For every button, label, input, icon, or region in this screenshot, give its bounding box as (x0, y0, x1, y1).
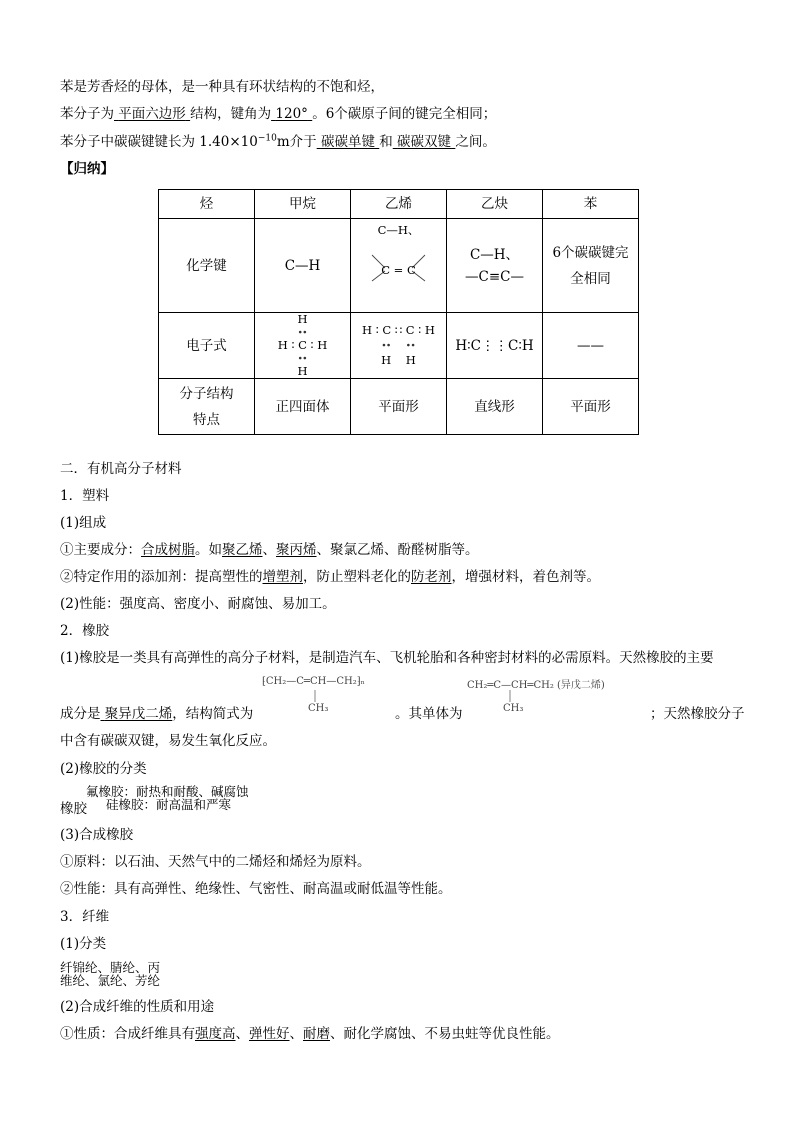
methane-e-mid: H ∶ C ∶ H (277, 338, 328, 352)
answer-strength: 强度高 (195, 1026, 236, 1042)
plastics-composition: (1)组成 (60, 515, 107, 531)
row-label: 分子结构特点 (159, 379, 255, 435)
answer-elastic: 弹性好 (249, 1026, 290, 1042)
methane-electron (255, 313, 351, 379)
answer-pp: 聚丙烯 (276, 542, 317, 558)
benzene-structure-line (60, 105, 496, 123)
table-row-bond (159, 219, 639, 313)
plastics-properties: (2)性能：强度高、密度小、耐腐蚀、易加工。 (60, 596, 336, 612)
header-cell: 烃 (159, 190, 255, 219)
isoprene-methyl: CH₃ (503, 703, 524, 714)
acetylene-electron: H∶C⋮⋮C∶H (447, 313, 543, 379)
benzene-electron: —— (543, 313, 639, 379)
methane-structure: 正四面体 (255, 379, 351, 435)
ethylene-e-bot: H H (381, 353, 416, 367)
fiber-properties-title: (2)合成纤维的性质和用途 (60, 999, 215, 1015)
text: m介于 (276, 134, 317, 150)
benzene-structure: 平面形 (543, 379, 639, 435)
answer-resin: 合成树脂 (141, 542, 195, 558)
rubber-double-bond: 中含有碳碳双键，易发生氧化反应。 (60, 733, 276, 749)
hydrocarbon-summary-table (158, 189, 639, 435)
fluoro-rubber: 氟橡胶：耐热和耐酸、碱腐蚀 (86, 784, 249, 799)
fiber-classification: (1)分类 (60, 936, 107, 952)
text: 。6个碳原子间的键完全相同； (312, 106, 497, 122)
methane-bond: C—H (255, 219, 351, 313)
subsection-plastics: 1．塑料 (60, 488, 110, 504)
header-cell: 甲烷 (255, 190, 351, 219)
benzene-bond: 6个碳碳键完全相同 (543, 219, 639, 313)
synthetic-rubber-properties: ②性能：具有高弹性、绝缘性、气密性、耐高温或耐低温等性能。 (60, 881, 452, 897)
row-label: 电子式 (159, 313, 255, 379)
header-cell: 苯 (543, 190, 639, 219)
fiber-properties: ①性质：合成纤维具有强度高、弹性好、耐磨、耐化学腐蚀、不易虫蛀等优良性能。 (60, 1026, 560, 1042)
text: 之间。 (455, 134, 496, 150)
answer-antiager: 防老剂 (411, 569, 452, 585)
ethylene-cc: C = C (381, 263, 416, 277)
section-title: 二．有机高分子材料 (60, 461, 182, 477)
answer-single-bond: 碳碳单键 (320, 134, 375, 150)
methane-e-bot: H (297, 364, 308, 378)
answer-shape: 平面六边形 (118, 106, 186, 122)
isoprene-bond (509, 690, 511, 702)
plastics-main-component: ①主要成分：合成树脂。如聚乙烯、聚丙烯、聚氯乙烯、酚醛树脂等。 (60, 542, 479, 558)
summary-heading: 【归纳】 (60, 161, 114, 177)
acetylene-cc: —C≡C— (465, 268, 524, 285)
benzene-bond-length-line (60, 133, 496, 151)
rubber-component-pre: 成分是 聚异戊二烯，结构简式为 (60, 706, 254, 722)
answer-wear: 耐磨 (303, 1026, 330, 1042)
synthetic-rubber-material: ①原料：以石油、天然气中的二烯烃和烯烃为原料。 (60, 854, 371, 870)
ethylene-ch: C—H、 (377, 223, 420, 237)
answer-angle: 120° (275, 106, 308, 122)
table-header-row (159, 190, 639, 219)
rubber-intro: (1)橡胶是一类具有高弹性的高分子材料，是制造汽车、飞机轮胎和各种密封材料的必需原料。天然橡胶的主要 (60, 650, 714, 666)
isoprene-formula: CH₂═C—CH═CH₂ (异戊二烯) (467, 680, 605, 691)
row-label: 化学键 (159, 219, 255, 313)
ethylene-e-mid: H ∶ C ∷ C ∶ H (362, 323, 435, 337)
subsection-fiber: 3．纤维 (60, 909, 110, 925)
rubber-molecule-text: ；天然橡胶分子 (650, 706, 745, 722)
table-row-electron (159, 313, 639, 379)
answer-plasticizer: 增塑剂 (262, 569, 303, 585)
text: 苯分子为 (60, 106, 114, 122)
methane-e-dots: ∙∙ (297, 353, 308, 364)
polyisoprene-formula: ⁅CH₂—C═CH—CH₂⁆ₙ (262, 676, 365, 687)
ethylene-structure: 平面形 (351, 379, 447, 435)
ethylene-bond (351, 219, 447, 313)
methane-e-top: H (297, 312, 308, 326)
header-cell: 乙炔 (447, 190, 543, 219)
rubber-monomer-text: 。其单体为 (395, 706, 463, 722)
plastics-additives: ②特定作用的添加剂：提高塑性的增塑剂，防止塑料老化的防老剂，增强材料，着色剂等。 (60, 569, 600, 585)
polyisoprene-methyl: CH₃ (308, 703, 329, 714)
benzene-intro-line: 苯是芳香烃的母体，是一种具有环状结构的不饱和烃， (60, 79, 384, 95)
text: 和 (379, 134, 393, 150)
acetylene-bond (447, 219, 543, 313)
synthetic-rubber: (3)合成橡胶 (60, 827, 134, 843)
ethylene-e-dots: ∙∙ ∙∙ (381, 340, 416, 351)
subsection-rubber: 2．橡胶 (60, 623, 110, 639)
polyisoprene-bond (314, 690, 316, 702)
text: 苯分子中碳碳键键长为 1.40×10 (60, 134, 258, 150)
ethylene-electron (351, 313, 447, 379)
answer-polyisoprene: 聚异戊二烯 (104, 706, 173, 722)
answer-pe: 聚乙烯 (222, 542, 263, 558)
header-cell: 乙烯 (351, 190, 447, 219)
methane-e-dots: ∙∙ (297, 327, 308, 338)
acetylene-ch: C—H、 (469, 246, 520, 263)
silicone-rubber: 硅橡胶：耐高温和严寒 (106, 797, 232, 812)
fiber-types-2: 维纶、氯纶、芳纶 (60, 973, 161, 988)
rubber-label: 橡胶 (60, 801, 87, 817)
fiber-types-1: 纤锦纶、腈纶、丙 (60, 960, 161, 975)
exponent: −10 (257, 133, 277, 144)
answer-double-bond: 碳碳双键 (397, 134, 452, 150)
rubber-classification: (2)橡胶的分类 (60, 761, 147, 777)
text: 结构，键角为 (190, 106, 272, 122)
acetylene-structure: 直线形 (447, 379, 543, 435)
table-row-structure (159, 379, 639, 435)
